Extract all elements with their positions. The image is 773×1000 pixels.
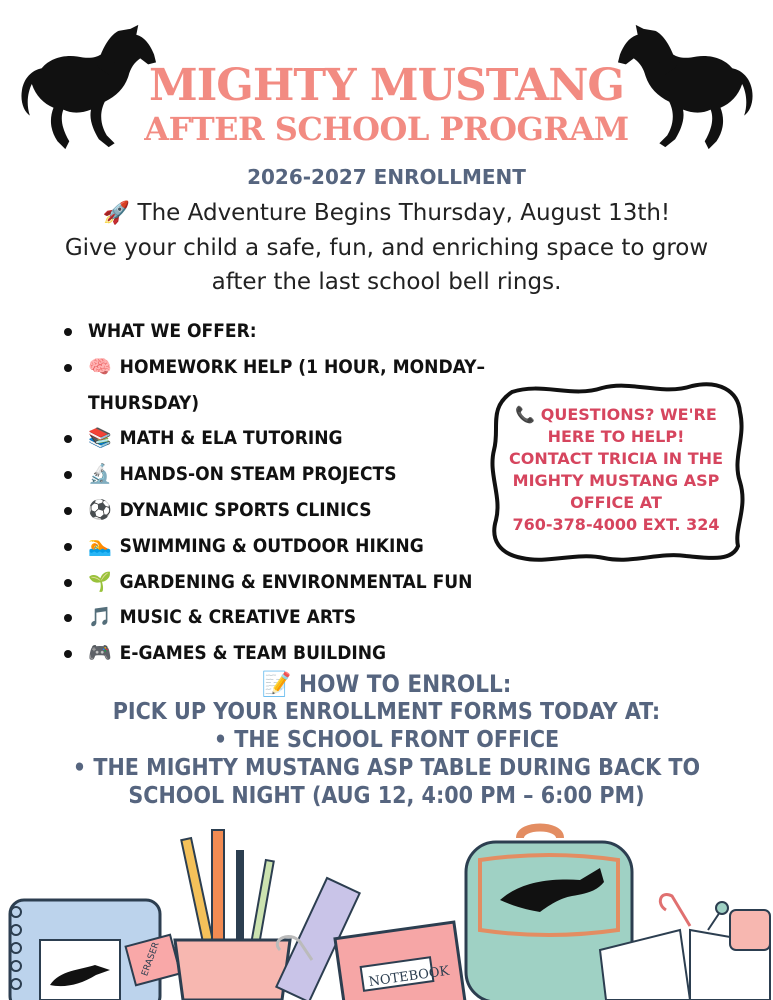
- questions-line-5: OFFICE AT: [570, 493, 662, 512]
- offer-list-item: [58, 493, 498, 529]
- offer-item-text: MATH & ELA TUTORING: [119, 427, 343, 450]
- how-to-enroll-line-2: • THE SCHOOL FRONT OFFICE: [213, 727, 560, 753]
- questions-line-1: QUESTIONS? WE'RE: [540, 405, 717, 424]
- intro-text: [40, 196, 733, 299]
- how-to-enroll-line-4: SCHOOL NIGHT (AUG 12, 4:00 PM – 6:00 PM): [128, 783, 645, 809]
- offer-item-text: HOMEWORK HELP (1 HOUR, MONDAY–THURSDAY): [88, 355, 485, 414]
- pencil-cup-icon: [175, 830, 290, 1000]
- intro-line-1: [40, 196, 733, 231]
- paper-clip-right-icon: [660, 895, 690, 926]
- offer-list: [58, 314, 498, 672]
- questions-box: [482, 378, 750, 566]
- offer-list-item: [58, 350, 498, 422]
- offer-list-item: [58, 529, 498, 565]
- rocket-icon: 🚀: [102, 201, 131, 226]
- pushpin-icon: [708, 902, 728, 930]
- intro-line-1-text: The Adventure Begins Thursday, August 13th!: [137, 200, 671, 226]
- notebook-icon: [335, 922, 465, 1000]
- offer-item-text: MUSIC & CREATIVE ARTS: [119, 606, 357, 629]
- offer-item-icon: ⚽: [88, 498, 112, 521]
- offer-list-item: [58, 600, 498, 636]
- title-line-2: AFTER SCHOOL PROGRAM: [144, 110, 629, 148]
- questions-line-2: HERE TO HELP!: [547, 427, 685, 446]
- offer-item-text: DYNAMIC SPORTS CLINICS: [119, 498, 372, 521]
- memo-icon: 📝: [261, 670, 292, 698]
- offer-list-item: [58, 636, 498, 672]
- eraser-label: ERASER: [140, 940, 162, 978]
- offer-item-icon: 🔬: [88, 463, 112, 486]
- offer-list-heading: [58, 314, 498, 350]
- offer-item-text: SWIMMING & OUTDOOR HIKING: [119, 534, 424, 557]
- intro-line-2: Give your child a safe, fun, and enriching space to grow: [64, 235, 709, 261]
- offer-item-icon: 🎮: [88, 642, 112, 665]
- offer-list-item: [58, 457, 498, 493]
- offer-item-icon: 📚: [88, 427, 112, 450]
- title-line-1: MIGHTY MUSTANG: [148, 60, 625, 111]
- questions-text: [494, 404, 738, 536]
- notebook-label: NOTEBOOK: [367, 963, 451, 990]
- phone-icon: 📞: [515, 405, 536, 424]
- how-to-enroll-line-3: • THE MIGHTY MUSTANG ASP TABLE DURING BACK TO: [72, 755, 701, 781]
- school-supplies-illustration: [0, 820, 773, 1000]
- how-to-enroll-heading-text: HOW TO ENROLL:: [299, 670, 512, 698]
- offer-item-icon: 🧠: [88, 355, 112, 378]
- how-to-enroll: [0, 670, 773, 810]
- offer-item-text: GARDENING & ENVIRONMENTAL FUN: [119, 570, 473, 593]
- enrollment-year: 2026-2027 ENROLLMENT: [247, 165, 526, 189]
- offer-item-text: WHAT WE OFFER:: [88, 320, 257, 342]
- questions-phone-number: 760-378-4000 EXT. 324: [512, 515, 720, 534]
- offer-list-item: [58, 565, 498, 601]
- questions-line-4: MIGHTY MUSTANG ASP: [512, 471, 720, 490]
- intro-line-3: after the last school bell rings.: [211, 269, 562, 295]
- offer-item-icon: 🎵: [88, 606, 112, 629]
- how-to-enroll-line-1: PICK UP YOUR ENROLLMENT FORMS TODAY AT:: [112, 699, 661, 725]
- how-to-enroll-heading: [0, 670, 773, 698]
- offer-list-item: [58, 421, 498, 457]
- offer-item-icon: 🏊: [88, 534, 112, 557]
- offer-item-icon: 🌱: [88, 570, 112, 593]
- offer-item-text: HANDS-ON STEAM PROJECTS: [119, 463, 397, 486]
- questions-line-3: CONTACT TRICIA IN THE: [509, 449, 723, 468]
- offer-item-text: E-GAMES & TEAM BUILDING: [119, 642, 387, 665]
